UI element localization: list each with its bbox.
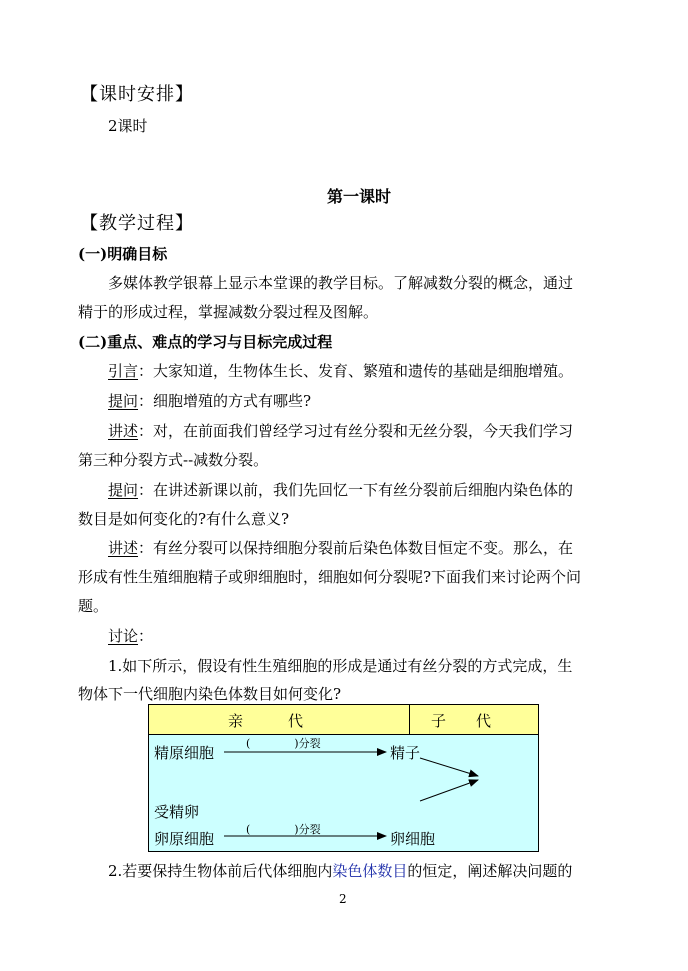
row2-left-label: 卵原细胞	[154, 830, 215, 848]
row1-left-label: 精原细胞	[154, 744, 215, 762]
item1-line1: 1.如下所示，假设有性生殖细胞的形成是通过有丝分裂的方式完成，生	[108, 657, 573, 675]
item2-highlight: 染色体数目	[332, 862, 408, 880]
schedule-heading: 【课时安排】	[80, 84, 194, 105]
section1-heading: (一)明确目标	[78, 245, 168, 263]
explain1-line2: 第三种分裂方式--减数分裂。	[78, 451, 269, 469]
question2-text: ：在讲述新课以前，我们先回忆一下有丝分裂前后细胞内染色体的	[138, 481, 574, 499]
discussion-colon: ：	[138, 627, 154, 645]
section1-line1: 多媒体教学银幕上显示本堂课的教学目标。了解减数分裂的概念，通过	[108, 274, 574, 292]
discussion-paragraph	[108, 625, 153, 646]
item2-post: 的恒定，阐述解决问题的	[407, 862, 573, 880]
header-child: 子 代	[431, 712, 492, 730]
section1-line2: 精于的形成过程，掌握减数分裂过程及图解。	[78, 303, 379, 321]
cell-division-diagram	[148, 704, 539, 852]
intro-label: 引言	[108, 362, 139, 380]
explain1-line1	[108, 420, 573, 441]
row2-arrow-label: ( )分裂	[246, 823, 321, 836]
row2-right-label: 卵细胞	[390, 830, 436, 848]
intro-paragraph	[108, 360, 573, 381]
item2-line1	[108, 860, 572, 881]
question1-text: ：细胞增殖的方式有哪些?	[138, 392, 312, 410]
item1-line2: 物体下一代细胞内染色体数目如何变化?	[78, 685, 342, 703]
question2-line1	[108, 479, 573, 500]
discussion-label: 讨论	[108, 627, 139, 645]
schedule-text: 2课时	[108, 117, 148, 135]
explain1-text: ：对，在前面我们曾经学习过有丝分裂和无丝分裂，今天我们学习	[138, 422, 574, 440]
header-parent: 亲 代	[228, 712, 304, 730]
lesson-title: 第一课时	[327, 187, 392, 206]
page-number: 2	[339, 892, 347, 906]
question2-line2: 数目是如何变化的?有什么意义?	[78, 510, 290, 528]
question1-label: 提问	[108, 392, 139, 410]
question2-label: 提问	[108, 481, 139, 499]
row1-arrow-label: ( )分裂	[246, 737, 321, 750]
explain2-line3: 题。	[78, 597, 109, 615]
item2-pre: 2.若要保持生物体前后代体细胞内	[108, 862, 333, 880]
intro-text: ：大家知道，生物体生长、发育、繁殖和遗传的基础是细胞增殖。	[138, 362, 574, 380]
explain2-line2: 形成有性生殖细胞精子或卵细胞时，细胞如何分裂呢?下面我们来讨论两个问	[78, 568, 582, 586]
explain2-text: ：有丝分裂可以保持细胞分裂前后染色体数目恒定不变。那么，在	[138, 539, 574, 557]
question1-paragraph	[108, 390, 311, 411]
section2-heading: (二)重点、难点的学习与目标完成过程	[78, 333, 333, 351]
explain1-label: 讲述	[108, 422, 139, 440]
zygote-label: 受精卵	[154, 803, 200, 821]
explain2-line1	[108, 537, 573, 558]
row1-right-label: 精子	[390, 744, 421, 762]
explain2-label: 讲述	[108, 539, 139, 557]
process-heading: 【教学过程】	[80, 213, 194, 234]
